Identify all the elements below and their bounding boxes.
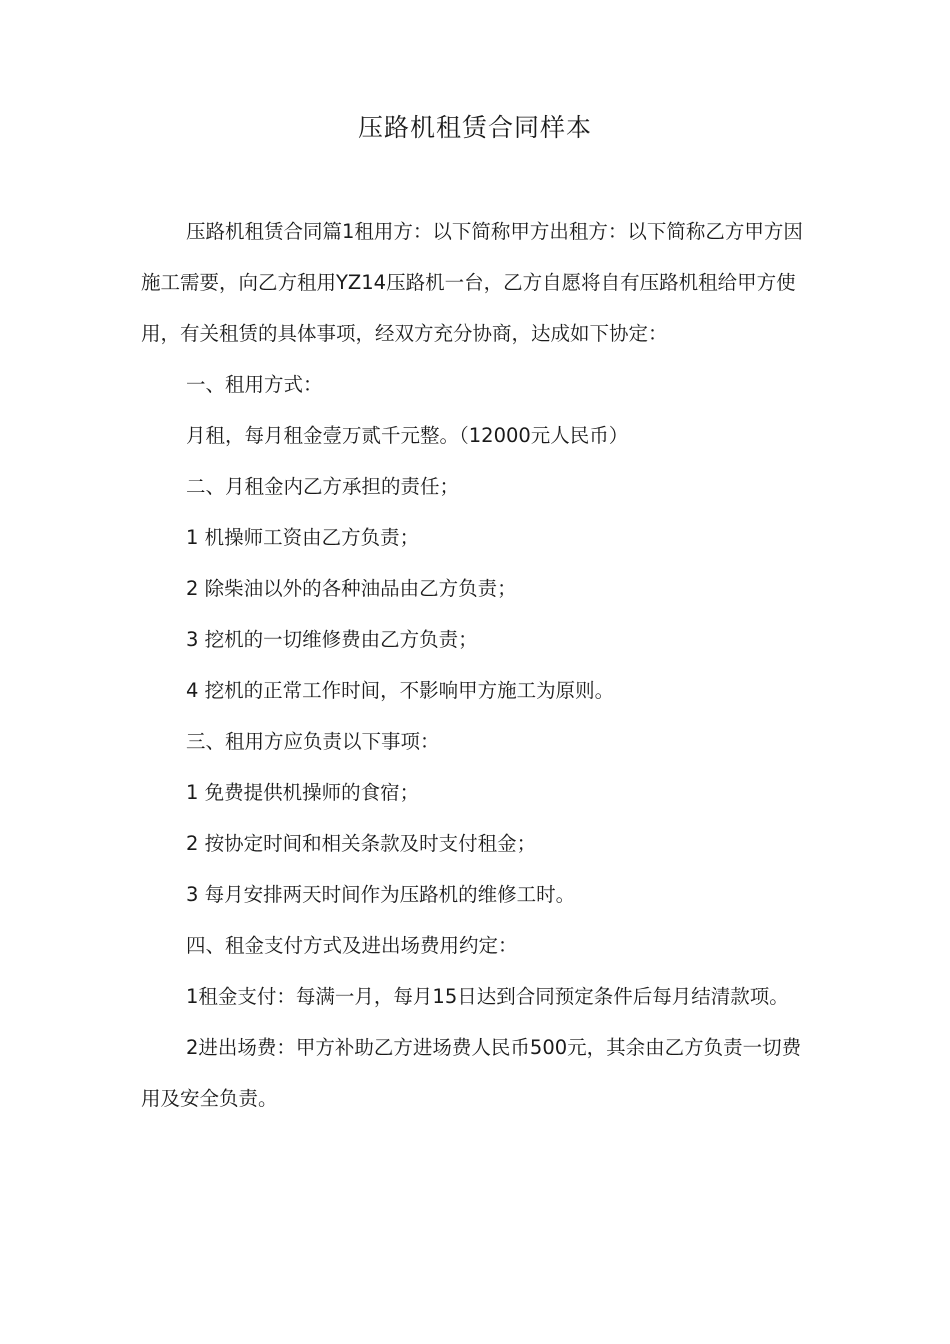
document-body	[141, 206, 811, 1124]
section-3-heading: 三、租用方应负责以下事项：	[186, 730, 440, 753]
section-2-item: 3 挖机的一切维修费由乙方负责；	[186, 628, 478, 651]
section-3-item: 2 按协定时间和相关条款及时支付租金；	[186, 832, 537, 855]
section-2-item: 4 挖机的正常工作时间，不影响甲方施工为原则。	[186, 679, 615, 702]
section-1-text: 月租，每月租金壹万贰千元整。（12000元人民币）	[186, 424, 629, 447]
section-2-heading: 二、月租金内乙方承担的责任；	[186, 475, 460, 498]
intro-paragraph: 压路机租赁合同篇1租用方：以下简称甲方出租方：以下简称乙方甲方因施工需要，向乙方租用YZ14压路机一台，乙方自愿将自有压路机租给甲方使用，有关租赁的具体事项，经双方充分协商，达成如下协定：	[141, 220, 803, 345]
section-4-heading: 四、租金支付方式及进出场费用约定：	[186, 934, 518, 957]
section-2-item: 1 机操师工资由乙方负责；	[186, 526, 420, 549]
section-2-item: 2 除柴油以外的各种油品由乙方负责；	[186, 577, 517, 600]
document-title: 压路机租赁合同样本	[357, 113, 592, 142]
section-3-item: 1 免费提供机操师的食宿；	[186, 781, 420, 804]
section-4-paragraph: 2进出场费：甲方补助乙方进场费人民币500元，其余由乙方负责一切费用及安全负责。	[141, 1036, 802, 1110]
section-1-heading: 一、租用方式：	[186, 373, 323, 396]
section-3-item: 3 每月安排两天时间作为压路机的维修工时。	[186, 883, 576, 906]
section-4-paragraph: 1租金支付：每满一月，每月15日达到合同预定条件后每月结清款项。	[186, 985, 789, 1008]
